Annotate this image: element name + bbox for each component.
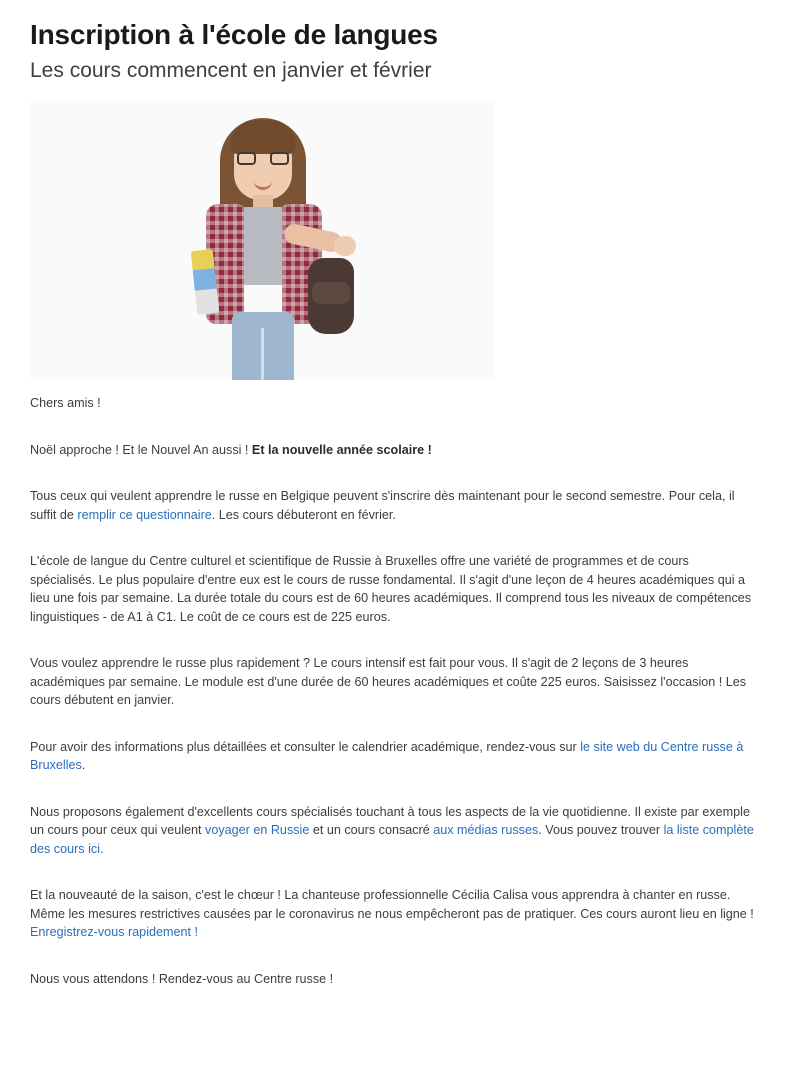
registration-text-before: Tous ceux qui veulent apprendre le russe en Belgique peuvent s'inscrire dès maintenant pour le second semestre. Pour cela, il suffit de: [30, 489, 735, 522]
student-photo-illustration: [158, 100, 368, 380]
centre-website-link[interactable]: le site web du Centre russe à Bruxelles: [30, 739, 744, 772]
page-subtitle: Les cours commencent en janvier et février: [30, 59, 432, 82]
jeans-shape: [232, 312, 294, 380]
school-description-text: L'école de langue du Centre culturel et scientifique de Russie à Bruxelles offre une variété de programmes et de cours spécialisés. Le plus populaire d'entre eux est le cours de russe fondamental. Il s'agit d'une leçon de 4 heures académiques qui a lieu une fois par semaine. La durée totale du cours est de 60 heures académiques. Il comprend tous les niveaux de compétences linguistiques - de A1 à C1. Le coût de ce cours est de 225 euros.: [30, 554, 752, 624]
paragraph-specialized-courses: [30, 803, 757, 859]
paragraph-registration: [30, 487, 757, 524]
specialized-text-a: Nous proposons également d'excellents cours spécialisés touchant à tous les aspects de la vie quotidienne. Il existe par exemple un cours pour ceux qui veulent: [30, 804, 750, 837]
registration-text-after: . Les cours débuteront en février.: [211, 507, 396, 522]
choir-text: Et la nouveauté de la saison, c'est le chœur ! La chanteuse professionnelle Cécilia Calisa vous apprendra à chanter en russe. Même les mesures restrictives causées par le coronavirus ne nous empêcheront pas de pratiquer. Ces cours auront lieu en ligne !: [30, 888, 754, 921]
media-course-link[interactable]: aux médias russes: [433, 823, 539, 837]
hair-top-icon: [230, 120, 296, 154]
greeting-text: Chers amis !: [30, 396, 101, 410]
page-title: Inscription à l'école de langues: [30, 19, 438, 50]
paragraph-greeting: [30, 394, 757, 413]
more-info-text-after: .: [81, 758, 86, 772]
holidays-text: Noël approche ! Et le Nouvel An aussi !: [30, 442, 252, 457]
closing-text: Nous vous attendons ! Rendez-vous au Centre russe !: [30, 971, 334, 986]
questionnaire-link[interactable]: remplir ce questionnaire: [77, 507, 212, 522]
backpack-flap-shape: [312, 282, 350, 304]
paragraph-intensive-course: [30, 654, 757, 710]
article-body: [30, 394, 757, 988]
full-course-list-link[interactable]: la liste complète des cours ici: [30, 823, 754, 856]
specialized-text-b: et un cours consacré: [309, 823, 434, 837]
hand-shape: [334, 236, 356, 256]
specialized-text-c: . Vous pouvez trouver: [538, 823, 664, 837]
paragraph-school-description: [30, 552, 757, 626]
intensive-course-text: Vous voulez apprendre le russe plus rapidement ? Le cours intensif est fait pour vous. Il s'agit de 2 leçons de 3 heures académiques par semaine. Le module est d'une durée de 60 heures académiques et coûte 225 euros. Saisissez l'occasion ! Les cours débutent en janvier.: [30, 656, 747, 707]
paragraph-choir: [30, 886, 757, 942]
travel-course-link[interactable]: voyager en Russie: [205, 823, 310, 837]
specialized-text-d: .: [100, 841, 104, 856]
glasses-icon: [237, 152, 289, 165]
hero-image: [30, 100, 495, 380]
paragraph-closing: [30, 970, 757, 989]
paragraph-more-info: [30, 738, 757, 775]
holidays-emphasis: Et la nouvelle année scolaire !: [251, 442, 432, 457]
paragraph-holidays: [30, 441, 757, 460]
shirt-shape: [238, 207, 288, 285]
choir-signup-link[interactable]: Enregistrez-vous rapidement !: [30, 925, 198, 939]
more-info-text-before: Pour avoir des informations plus détaillées et consulter le calendrier académique, rendez-vous sur: [30, 739, 581, 754]
